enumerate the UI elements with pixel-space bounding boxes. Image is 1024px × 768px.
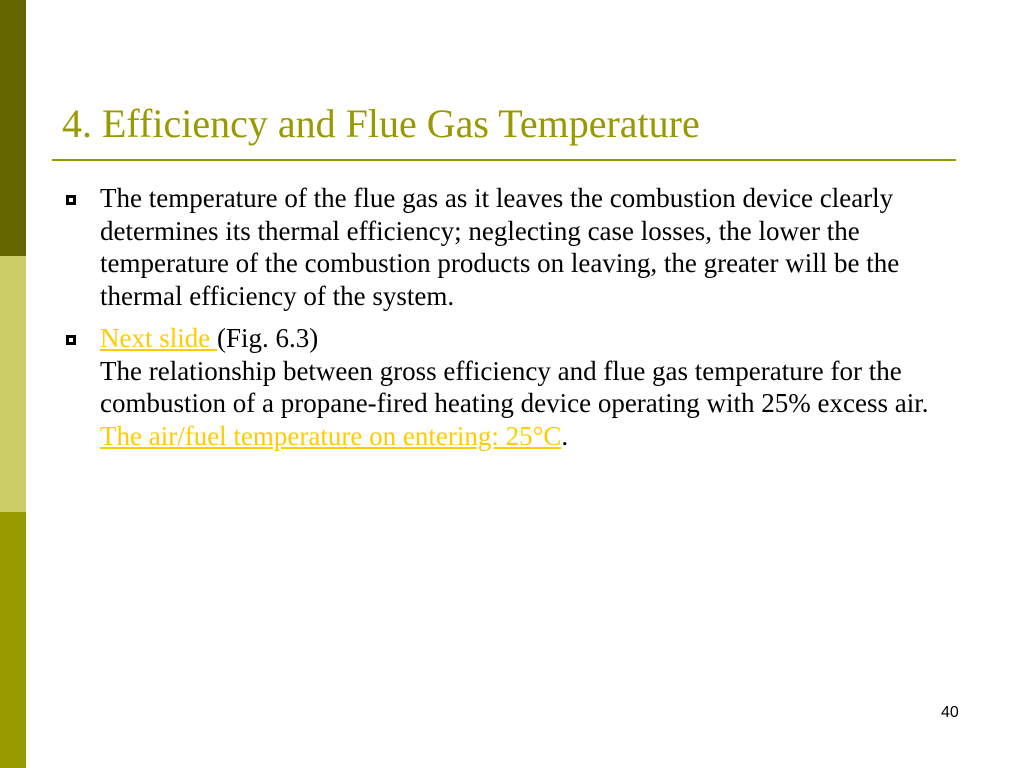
figure-reference: (Fig. 6.3) [216, 323, 319, 353]
slide-body [62, 182, 942, 462]
temperature-note-line [100, 420, 942, 453]
bullet-item [62, 182, 942, 312]
bullet-item [62, 322, 942, 452]
side-bar-olive [0, 512, 26, 768]
figure-description: The relationship between gross efficiency and flue gas temperature for the combustion of a propane-fired heating device operating with 25% excess air. [100, 355, 929, 418]
temperature-note-link[interactable]: The air/fuel temperature on entering: 25°C [100, 420, 562, 451]
square-bullet-icon [66, 195, 76, 205]
note-suffix: . [561, 420, 569, 451]
title-underline [52, 159, 956, 161]
page-number: 40 [941, 704, 959, 721]
side-bar-light [0, 256, 26, 512]
square-bullet-icon [66, 335, 76, 345]
slide-title: 4. Efficiency and Flue Gas Temperature [62, 101, 700, 146]
bullet-text: The temperature of the flue gas as it leaves the combustion device clearly determines its thermal efficiency; neglecting case losses, the lower the temperature of the combustion products on leaving, the greater will be the thermal efficiency of the system. [100, 183, 900, 311]
next-slide-line [100, 322, 942, 355]
next-slide-link[interactable]: Next slide [100, 323, 217, 353]
side-bar-dark [0, 0, 26, 256]
